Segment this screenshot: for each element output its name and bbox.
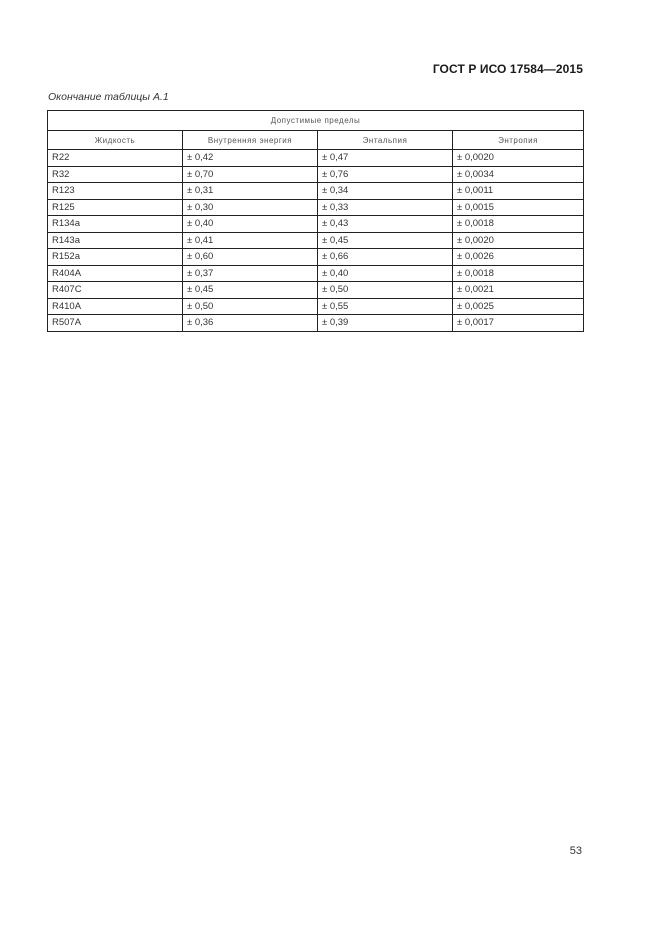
cell-enthalpy: ± 0,43 xyxy=(318,216,453,233)
table-body xyxy=(48,150,584,332)
cell-internal-energy: ± 0,41 xyxy=(183,232,318,249)
cell-fluid: R407C xyxy=(48,282,183,299)
cell-fluid: R123 xyxy=(48,183,183,200)
table-row xyxy=(48,265,584,282)
table-group-header-row xyxy=(48,111,584,131)
cell-internal-energy: ± 0,36 xyxy=(183,315,318,332)
cell-entropy: ± 0,0021 xyxy=(453,282,584,299)
table-row xyxy=(48,232,584,249)
cell-enthalpy: ± 0,66 xyxy=(318,249,453,266)
cell-enthalpy: ± 0,45 xyxy=(318,232,453,249)
cell-entropy: ± 0,0026 xyxy=(453,249,584,266)
cell-internal-energy: ± 0,42 xyxy=(183,150,318,167)
cell-internal-energy: ± 0,70 xyxy=(183,166,318,183)
table-row xyxy=(48,183,584,200)
cell-enthalpy: ± 0,47 xyxy=(318,150,453,167)
cell-enthalpy: ± 0,55 xyxy=(318,298,453,315)
table-row xyxy=(48,166,584,183)
cell-entropy: ± 0,0034 xyxy=(453,166,584,183)
table-row xyxy=(48,249,584,266)
cell-fluid: R32 xyxy=(48,166,183,183)
group-header-permissible-limits: Допустимые пределы xyxy=(48,111,584,131)
cell-internal-energy: ± 0,40 xyxy=(183,216,318,233)
cell-fluid: R134a xyxy=(48,216,183,233)
column-header-entropy: Энтропия xyxy=(453,131,584,150)
cell-enthalpy: ± 0,34 xyxy=(318,183,453,200)
column-header-internal-energy: Внутренняя энергия xyxy=(183,131,318,150)
column-header-fluid: Жидкость xyxy=(48,131,183,150)
cell-internal-energy: ± 0,60 xyxy=(183,249,318,266)
table-caption: Окончание таблицы А.1 xyxy=(48,91,169,103)
column-header-enthalpy: Энтальпия xyxy=(318,131,453,150)
cell-internal-energy: ± 0,45 xyxy=(183,282,318,299)
cell-entropy: ± 0,0020 xyxy=(453,232,584,249)
table-row xyxy=(48,298,584,315)
cell-fluid: R125 xyxy=(48,199,183,216)
cell-fluid: R143a xyxy=(48,232,183,249)
cell-fluid: R507A xyxy=(48,315,183,332)
table-column-header-row xyxy=(48,131,584,150)
standard-designation: ГОСТ Р ИСО 17584—2015 xyxy=(432,62,583,76)
cell-entropy: ± 0,0011 xyxy=(453,183,584,200)
cell-internal-energy: ± 0,30 xyxy=(183,199,318,216)
cell-entropy: ± 0,0018 xyxy=(453,265,584,282)
cell-enthalpy: ± 0,39 xyxy=(318,315,453,332)
cell-enthalpy: ± 0,33 xyxy=(318,199,453,216)
cell-internal-energy: ± 0,37 xyxy=(183,265,318,282)
table-row xyxy=(48,315,584,332)
page-number: 53 xyxy=(569,845,582,857)
cell-entropy: ± 0,0015 xyxy=(453,199,584,216)
cell-fluid: R404A xyxy=(48,265,183,282)
cell-internal-energy: ± 0,50 xyxy=(183,298,318,315)
cell-entropy: ± 0,0020 xyxy=(453,150,584,167)
table-row xyxy=(48,199,584,216)
table-row xyxy=(48,150,584,167)
cell-entropy: ± 0,0025 xyxy=(453,298,584,315)
cell-enthalpy: ± 0,76 xyxy=(318,166,453,183)
cell-fluid: R22 xyxy=(48,150,183,167)
cell-entropy: ± 0,0017 xyxy=(453,315,584,332)
limits-table xyxy=(47,110,584,332)
table-row xyxy=(48,282,584,299)
cell-internal-energy: ± 0,31 xyxy=(183,183,318,200)
cell-entropy: ± 0,0018 xyxy=(453,216,584,233)
cell-fluid: R410A xyxy=(48,298,183,315)
cell-enthalpy: ± 0,50 xyxy=(318,282,453,299)
cell-enthalpy: ± 0,40 xyxy=(318,265,453,282)
cell-fluid: R152a xyxy=(48,249,183,266)
table-row xyxy=(48,216,584,233)
